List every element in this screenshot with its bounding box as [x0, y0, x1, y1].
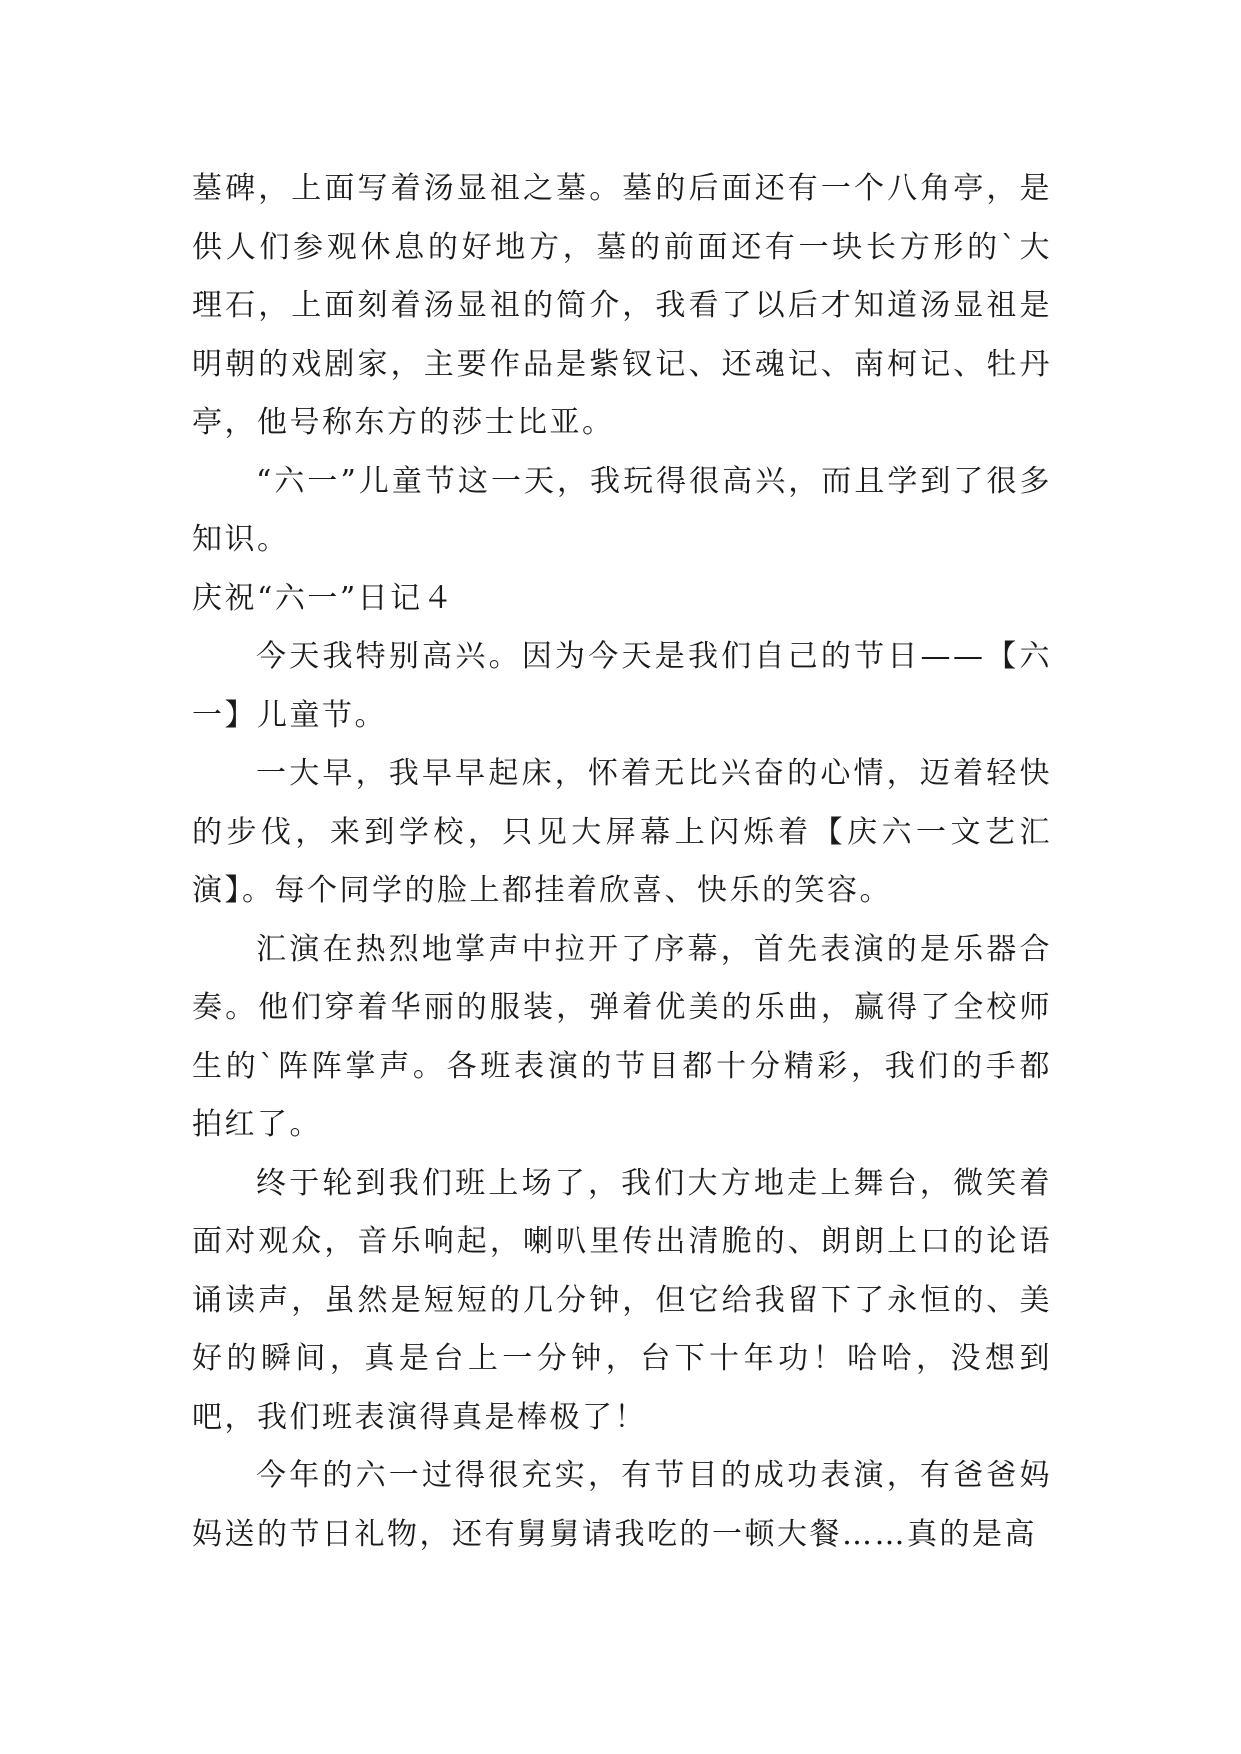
- paragraph-summary: 今年的六一过得很充实，有节目的成功表演，有爸爸妈妈送的节日礼物，还有舅舅请我吃的一顿大餐……真的是高: [192, 1458, 1052, 1552]
- paragraph-performance: 汇演在热烈地掌声中拉开了序幕，首先表演的是乐器合奏。他们穿着华丽的服装，弹着优美的乐曲，赢得了全校师生的`阵阵掌声。各班表演的节目都十分精彩，我们的手都拍红了。: [192, 931, 1052, 1142]
- paragraph-continued: 墓碑，上面写着汤显祖之墓。墓的后面还有一个八角亭，是供人们参观休息的好地方，墓的前面还有一块长方形的`大理石，上面刻着汤显祖的简介，我看了以后才知道汤显祖是明朝的戏剧家，主要作品是紫钗记、还魂记、南柯记、牡丹亭，他号称东方的莎士比亚。: [192, 171, 1052, 440]
- paragraph-closing: “六一”儿童节这一天，我玩得很高兴，而且学到了很多知识。: [192, 463, 1052, 557]
- paragraph-our-class: 终于轮到我们班上场了，我们大方地走上舞台，微笑着面对观众，音乐响起，喇叭里传出清脆的、朗朗上口的论语诵读声，虽然是短短的几分钟，但它给我留下了永恒的、美好的瞬间，真是台上一分钟，台下十年功！哈哈，没想到吧，我们班表演得真是棒极了！: [192, 1165, 1052, 1435]
- paragraph-intro: 今天我特别高兴。因为今天是我们自己的节日——【六一】儿童节。: [192, 639, 1052, 733]
- section-title: 庆祝“六一”日记４: [192, 580, 456, 616]
- paragraph-morning: 一大早，我早早起床，怀着无比兴奋的心情，迈着轻快的步伐，来到学校，只见大屏幕上闪烁着【庆六一文艺汇演】。每个同学的脸上都挂着欣喜、快乐的笑容。: [192, 756, 1052, 908]
- document-page: [192, 160, 1052, 1564]
